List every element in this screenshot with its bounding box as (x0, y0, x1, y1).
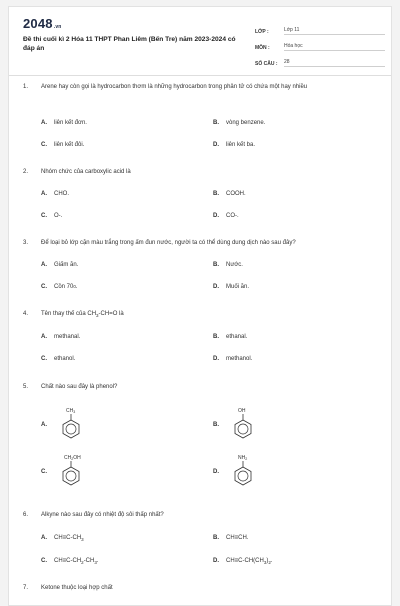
option-4d[interactable]: D. methanol. (213, 356, 253, 362)
meta-grade: LỚP : Lớp 11 (255, 19, 385, 35)
toluene-structure (57, 404, 85, 444)
exam-meta (255, 19, 385, 67)
header-divider (9, 75, 391, 76)
question-1 (23, 83, 379, 92)
option-1a[interactable]: A. liên kết đơn. (41, 120, 87, 126)
benzyl-alcohol-structure (57, 451, 91, 491)
option-4b[interactable]: B. ethanal. (213, 334, 248, 340)
svg-text:OH: OH (238, 408, 246, 414)
question-text: Arene hay còn gọi là hydrocarbon thơm là những hydrocarbon trong phân tử có chứa một hay nhiều (41, 84, 308, 90)
question-number: 6. (23, 512, 29, 518)
option-4c[interactable]: C. ethanol. (41, 356, 76, 362)
option-2a[interactable]: A. CHO. (41, 191, 69, 197)
question-7 (23, 584, 379, 593)
meta-subject: MÔN : Hóa học (255, 35, 385, 51)
question-6 (23, 511, 379, 520)
question-text: Alkyne nào sau đây có nhiệt độ sôi thấp nhất? (41, 512, 164, 518)
question-number: 4. (23, 311, 29, 317)
option-6b[interactable]: B. CH≡CH. (213, 535, 249, 541)
question-number: 7. (23, 585, 29, 591)
option-5a[interactable]: A. (41, 422, 47, 428)
svg-text:CH3: $CH_3$ (66, 408, 76, 414)
question-2 (23, 168, 379, 177)
question-text: Chất nào sau đây là phenol? (41, 384, 118, 390)
option-6a[interactable]: A. $CH\equiv C-CH_3$ (41, 535, 84, 543)
site-logo[interactable]: 2048.vn (23, 16, 62, 31)
option-5b[interactable]: B. (213, 422, 219, 428)
question-text: Tên thay thế của $CH_3-CH=O$ là (41, 311, 124, 319)
option-3c[interactable]: C. Cồn 70 0 . (41, 284, 78, 290)
question-number: 3. (23, 240, 29, 246)
question-number: 2. (23, 169, 29, 175)
question-number: 1. (23, 84, 29, 90)
question-5 (23, 383, 379, 392)
question-text: Để loại bỏ lớp cặn màu trắng trong ấm đun nước, người ta có thể dùng dung dịch nào sau đây? (41, 240, 296, 246)
option-6d[interactable]: D. $CH\equiv C-CH(CH_3)_2$. (213, 558, 273, 566)
document-page (8, 6, 392, 606)
option-3d[interactable]: D. Muối ăn. (213, 284, 250, 290)
option-3a[interactable]: A. Giấm ăn. (41, 262, 79, 268)
meta-question-count: SỐ CÂU : 28 (255, 51, 385, 67)
option-5c[interactable]: C. (41, 469, 47, 475)
option-4a[interactable]: A. methanal. (41, 334, 81, 340)
question-3 (23, 239, 379, 248)
option-2b[interactable]: B. COOH. (213, 191, 246, 197)
phenol-structure (229, 404, 257, 444)
option-2d[interactable]: D. CO-. (213, 213, 239, 219)
question-text: Ketone thuộc loại hợp chất (41, 585, 113, 591)
question-text: Nhóm chức của carboxylic acid là (41, 169, 131, 175)
option-6c[interactable]: C. $CH\equiv C-CH_2-CH_3$. (41, 558, 99, 566)
option-5d[interactable]: D. (213, 469, 219, 475)
option-1d[interactable]: D. liên kết ba. (213, 142, 256, 148)
option-2c[interactable]: C. O-. (41, 213, 63, 219)
svg-text:CH2OH: $CH_2OH$ (64, 455, 81, 461)
question-number: 5. (23, 384, 29, 390)
aniline-structure (229, 451, 257, 491)
exam-title: Đề thi cuối kì 2 Hóa 11 THPT Phan Liêm (Bến Tre) năm 2023-2024 có đáp án (23, 36, 236, 52)
document-header (9, 7, 391, 69)
option-3b[interactable]: B. Nước. (213, 262, 243, 268)
question-4 (23, 310, 379, 320)
option-1c[interactable]: C. liên kết đôi. (41, 142, 85, 148)
svg-text:NH2: $NH_2$ (238, 455, 248, 461)
option-1b[interactable]: B. vòng benzene. (213, 120, 266, 126)
